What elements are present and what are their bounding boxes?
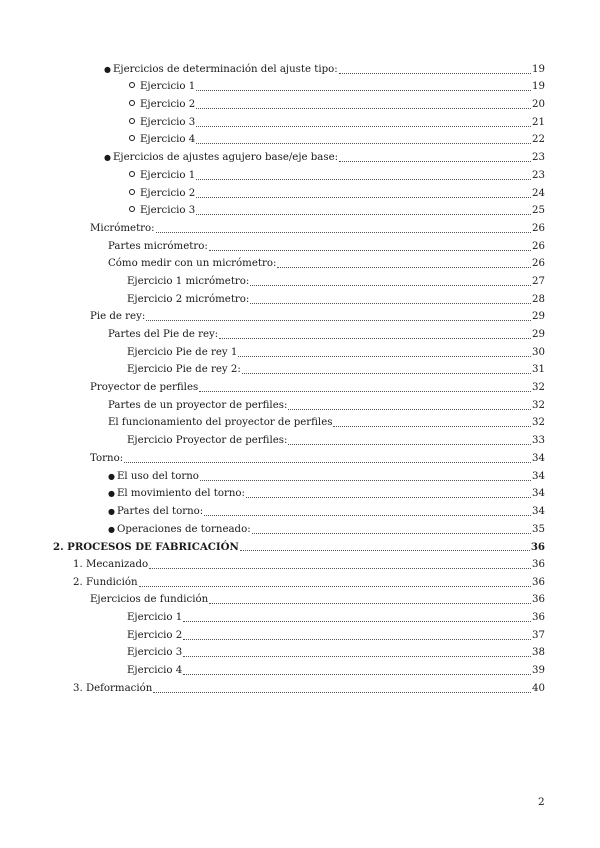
toc-entry-label bbox=[108, 241, 208, 253]
toc-entry-label bbox=[127, 276, 249, 288]
dot-leader bbox=[333, 426, 531, 427]
toc-entry[interactable] bbox=[0, 58, 600, 76]
dot-leader bbox=[200, 480, 531, 481]
toc-entry-label bbox=[127, 347, 237, 359]
toc-entry[interactable] bbox=[0, 129, 600, 147]
toc-entry-page: 30 bbox=[532, 346, 545, 358]
toc-entry-text: Ejercicio 3 bbox=[140, 116, 196, 128]
toc-entry-page: 37 bbox=[532, 629, 545, 641]
toc-entry-label bbox=[108, 417, 332, 429]
toc-entry[interactable] bbox=[0, 341, 600, 359]
toc-entry[interactable] bbox=[0, 200, 600, 218]
dot-leader bbox=[288, 409, 531, 410]
toc-entry-label bbox=[73, 683, 152, 695]
bullet-icon: ● bbox=[108, 489, 115, 499]
toc-entry-page: 20 bbox=[532, 99, 545, 111]
toc-entry-label bbox=[108, 471, 199, 483]
toc-entry-text: Ejercicio 4 bbox=[140, 134, 196, 146]
page-number: 2 bbox=[538, 796, 545, 808]
toc-entry-page: 24 bbox=[532, 187, 545, 199]
toc-entry[interactable] bbox=[0, 571, 600, 589]
dot-leader bbox=[183, 656, 531, 657]
dot-leader bbox=[246, 497, 531, 498]
toc-entry-page: 32 bbox=[532, 417, 545, 429]
dot-leader bbox=[183, 639, 531, 640]
toc-entry[interactable] bbox=[0, 447, 600, 465]
toc-entry-text: Ejercicios de ajustes agujero base/eje base: bbox=[113, 152, 339, 164]
toc-entry-text: 2. Fundición bbox=[73, 576, 138, 588]
dot-leader bbox=[242, 373, 531, 374]
toc-entry-text: Ejercicio 1 micrómetro: bbox=[127, 275, 250, 287]
toc-entry-page: 29 bbox=[532, 311, 545, 323]
toc-entry[interactable] bbox=[0, 146, 600, 164]
circle-bullet-icon bbox=[129, 82, 135, 88]
dot-leader bbox=[209, 250, 531, 251]
toc-entry-label bbox=[127, 665, 182, 677]
circle-bullet-icon bbox=[129, 100, 135, 106]
toc-entry[interactable] bbox=[0, 500, 600, 518]
circle-bullet-icon bbox=[129, 189, 135, 195]
toc-entry-label bbox=[104, 152, 338, 164]
toc-entry-label bbox=[108, 506, 203, 518]
toc-entry-text: Ejercicio 3 bbox=[140, 205, 196, 217]
dot-leader bbox=[196, 197, 531, 198]
toc-entry-page: 31 bbox=[532, 364, 545, 376]
toc-entry-label bbox=[53, 541, 239, 553]
toc-entry-page: 26 bbox=[532, 222, 545, 234]
toc-entry-text: 1. Mecanizado bbox=[73, 558, 149, 570]
toc-entry[interactable] bbox=[0, 164, 600, 182]
toc-entry-text: Ejercicio 1 bbox=[140, 81, 196, 93]
toc-entry[interactable] bbox=[0, 642, 600, 660]
toc-entry-text: Ejercicio 4 bbox=[127, 665, 183, 677]
table-of-contents bbox=[0, 58, 600, 695]
toc-entry-page: 23 bbox=[532, 152, 545, 164]
toc-entry[interactable] bbox=[0, 536, 600, 554]
toc-entry-label bbox=[104, 64, 338, 76]
dot-leader bbox=[240, 550, 530, 551]
bullet-icon: ● bbox=[104, 64, 111, 74]
toc-entry-label bbox=[90, 594, 208, 606]
dot-leader bbox=[250, 303, 531, 304]
toc-entry-label bbox=[127, 647, 182, 659]
toc-entry-page: 32 bbox=[532, 382, 545, 394]
dot-leader bbox=[124, 462, 531, 463]
toc-entry-text: Ejercicios de fundición bbox=[90, 594, 209, 606]
toc-entry[interactable] bbox=[0, 270, 600, 288]
toc-entry-text: Partes del Pie de rey: bbox=[108, 329, 219, 340]
toc-entry-label bbox=[129, 117, 195, 129]
toc-entry-label bbox=[108, 329, 218, 341]
toc-entry-text: Cómo medir con un micrómetro: bbox=[108, 258, 277, 270]
toc-entry-page: 21 bbox=[532, 116, 545, 128]
toc-entry-text: Ejercicio 2 bbox=[140, 187, 196, 199]
dot-leader bbox=[339, 73, 531, 74]
dot-leader bbox=[238, 356, 531, 357]
toc-entry-label bbox=[129, 99, 195, 111]
toc-entry-label bbox=[108, 488, 245, 500]
toc-entry-label bbox=[108, 400, 287, 412]
toc-entry-text: Ejercicios de determinación del ajuste tipo: bbox=[113, 63, 338, 75]
toc-entry-page: 34 bbox=[532, 452, 545, 464]
circle-bullet-icon bbox=[129, 118, 135, 124]
toc-entry-text: 2. PROCESOS DE FABRICACIÓN bbox=[53, 541, 239, 554]
dot-leader bbox=[199, 391, 531, 392]
toc-entry-label bbox=[108, 258, 276, 270]
dot-leader bbox=[183, 674, 531, 675]
dot-leader bbox=[196, 108, 531, 109]
toc-entry[interactable] bbox=[0, 376, 600, 394]
toc-entry-text: Ejercicio Pie de rey 2: bbox=[127, 364, 241, 376]
toc-entry[interactable] bbox=[0, 553, 600, 571]
toc-entry[interactable] bbox=[0, 76, 600, 94]
toc-entry-page: 22 bbox=[532, 134, 545, 146]
toc-entry-text: El movimiento del torno: bbox=[117, 488, 245, 500]
toc-entry-page: 36 bbox=[532, 594, 545, 606]
toc-entry-label bbox=[73, 559, 148, 571]
toc-entry-text: Ejercicio Proyector de perfiles: bbox=[127, 435, 288, 447]
toc-entry-page: 27 bbox=[532, 275, 545, 287]
toc-entry-label bbox=[90, 382, 198, 394]
dot-leader bbox=[149, 568, 531, 569]
toc-entry[interactable] bbox=[0, 465, 600, 483]
toc-entry[interactable] bbox=[0, 677, 600, 695]
toc-entry[interactable] bbox=[0, 217, 600, 235]
circle-bullet-icon bbox=[129, 206, 135, 212]
toc-entry[interactable] bbox=[0, 483, 600, 501]
toc-entry-label bbox=[129, 205, 195, 217]
toc-entry-text: Ejercicio 2 bbox=[127, 629, 183, 641]
toc-entry-page: 25 bbox=[532, 205, 545, 217]
toc-entry-text: Partes de un proyector de perfiles: bbox=[108, 399, 288, 411]
toc-entry-text: Proyector de perfiles bbox=[90, 382, 199, 394]
toc-entry-text: Micrómetro: bbox=[90, 222, 155, 234]
toc-entry-label bbox=[129, 134, 195, 146]
toc-entry-label bbox=[129, 81, 195, 93]
toc-entry-label bbox=[90, 223, 155, 235]
toc-entry[interactable] bbox=[0, 518, 600, 536]
toc-entry-text: El uso del torno bbox=[117, 470, 199, 482]
toc-entry-text: Ejercicio 1 bbox=[127, 612, 183, 623]
toc-entry-page: 26 bbox=[532, 240, 545, 252]
toc-entry[interactable] bbox=[0, 394, 600, 412]
toc-entry-page: 34 bbox=[532, 505, 545, 517]
toc-entry-page: 36 bbox=[532, 558, 545, 570]
toc-entry[interactable] bbox=[0, 323, 600, 341]
toc-entry-page: 34 bbox=[532, 470, 545, 482]
dot-leader bbox=[196, 90, 531, 91]
toc-entry-text: Pie de rey: bbox=[90, 311, 146, 323]
toc-entry[interactable] bbox=[0, 606, 600, 624]
toc-entry-text: Partes micrómetro: bbox=[108, 240, 208, 252]
dot-leader bbox=[196, 143, 531, 144]
toc-entry-page: 34 bbox=[532, 488, 545, 500]
toc-entry-text: Partes del torno: bbox=[117, 505, 204, 517]
dot-leader bbox=[153, 692, 531, 693]
toc-entry-page: 29 bbox=[532, 329, 545, 340]
dot-leader bbox=[196, 179, 531, 180]
dot-leader bbox=[139, 586, 531, 587]
dot-leader bbox=[219, 338, 531, 339]
toc-entry[interactable] bbox=[0, 111, 600, 129]
toc-entry-label bbox=[127, 612, 182, 624]
toc-entry-page: 32 bbox=[532, 399, 545, 411]
toc-entry-label bbox=[90, 453, 123, 465]
dot-leader bbox=[196, 126, 531, 127]
toc-entry[interactable] bbox=[0, 235, 600, 253]
bullet-icon: ● bbox=[108, 471, 115, 481]
dot-leader bbox=[252, 533, 531, 534]
toc-entry-label bbox=[127, 364, 241, 376]
bullet-icon: ● bbox=[108, 524, 115, 534]
toc-entry[interactable] bbox=[0, 288, 600, 306]
toc-entry-label bbox=[127, 630, 182, 642]
toc-entry-label bbox=[127, 294, 249, 306]
toc-entry-page: 38 bbox=[532, 647, 545, 659]
toc-entry-text: Torno: bbox=[90, 452, 124, 464]
toc-entry-page: 36 bbox=[532, 612, 545, 623]
toc-entry-text: Operaciones de torneado: bbox=[117, 523, 251, 535]
dot-leader bbox=[339, 161, 531, 162]
bullet-icon: ● bbox=[108, 506, 115, 516]
toc-entry-page: 26 bbox=[532, 258, 545, 270]
toc-entry-page: 28 bbox=[532, 293, 545, 305]
toc-entry[interactable] bbox=[0, 624, 600, 642]
toc-entry-page: 19 bbox=[532, 81, 545, 93]
toc-entry[interactable] bbox=[0, 359, 600, 377]
toc-entry-text: El funcionamiento del proyector de perfiles bbox=[108, 417, 333, 429]
toc-entry-text: 3. Deformación bbox=[73, 682, 153, 694]
toc-entry[interactable] bbox=[0, 429, 600, 447]
toc-entry-page: 36 bbox=[530, 541, 545, 554]
toc-entry[interactable] bbox=[0, 306, 600, 324]
dot-leader bbox=[250, 285, 531, 286]
toc-entry-page: 36 bbox=[532, 576, 545, 588]
toc-entry-label bbox=[129, 188, 195, 200]
dot-leader bbox=[277, 267, 531, 268]
toc-entry-label bbox=[127, 435, 287, 447]
toc-entry[interactable] bbox=[0, 182, 600, 200]
bullet-icon: ● bbox=[104, 153, 111, 163]
toc-entry-page: 35 bbox=[532, 523, 545, 535]
toc-entry-label bbox=[90, 311, 145, 323]
dot-leader bbox=[209, 603, 531, 604]
toc-entry-label bbox=[129, 170, 195, 182]
toc-entry[interactable] bbox=[0, 589, 600, 607]
toc-entry-text: Ejercicio 2 bbox=[140, 99, 196, 111]
toc-entry[interactable] bbox=[0, 93, 600, 111]
dot-leader bbox=[204, 515, 531, 516]
circle-bullet-icon bbox=[129, 135, 135, 141]
toc-entry-page: 40 bbox=[532, 682, 545, 694]
toc-entry-page: 39 bbox=[532, 665, 545, 677]
toc-entry-label bbox=[108, 524, 251, 536]
toc-entry[interactable] bbox=[0, 253, 600, 271]
circle-bullet-icon bbox=[129, 171, 135, 177]
toc-entry-text: Ejercicio 2 micrómetro: bbox=[127, 293, 250, 305]
toc-entry-page: 19 bbox=[532, 63, 545, 75]
toc-entry-page: 23 bbox=[532, 169, 545, 181]
dot-leader bbox=[183, 621, 531, 622]
toc-entry-page: 33 bbox=[532, 435, 545, 447]
toc-entry[interactable] bbox=[0, 412, 600, 430]
dot-leader bbox=[146, 320, 531, 321]
toc-entry-text: Ejercicio 1 bbox=[140, 169, 196, 181]
dot-leader bbox=[196, 214, 531, 215]
dot-leader bbox=[156, 232, 531, 233]
dot-leader bbox=[288, 444, 531, 445]
toc-entry-text: Ejercicio 3 bbox=[127, 647, 183, 659]
toc-entry-text: Ejercicio Pie de rey 1 bbox=[127, 346, 238, 358]
toc-entry[interactable] bbox=[0, 659, 600, 677]
toc-entry-label bbox=[73, 577, 138, 589]
